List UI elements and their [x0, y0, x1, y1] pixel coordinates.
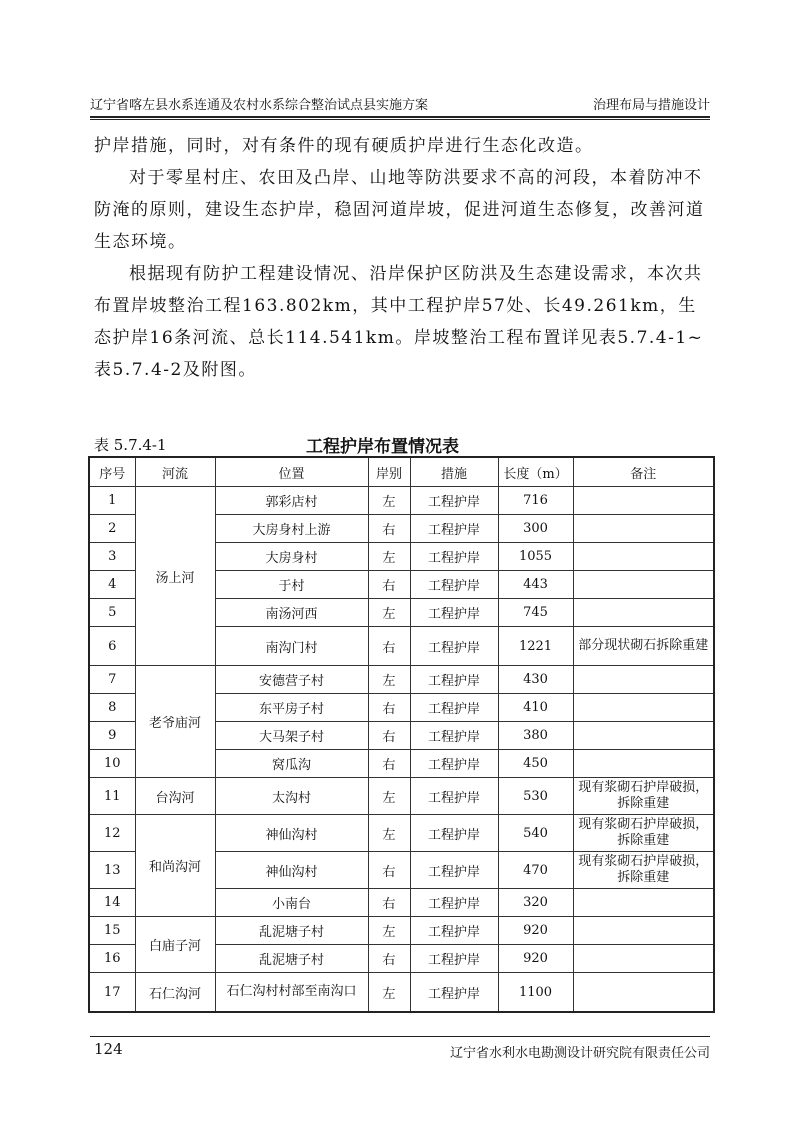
column-header: 序号 — [89, 457, 135, 487]
row-number: 11 — [89, 778, 135, 815]
table-header-row — [89, 457, 714, 487]
remark — [573, 722, 714, 750]
length: 920 — [498, 917, 573, 945]
paragraph-1: 护岸措施，同时，对有条件的现有硬质护岸进行生态化改造。 — [94, 136, 594, 156]
row-number: 10 — [89, 750, 135, 778]
table-row — [89, 973, 714, 1013]
river-name: 石仁沟河 — [135, 973, 215, 1013]
remark — [573, 750, 714, 778]
row-number: 3 — [89, 543, 135, 571]
bank-side: 左 — [368, 487, 410, 515]
location: 石仁沟村村部至南沟口 — [215, 973, 368, 1013]
organization-name: 辽宁省水利水电勘测设计研究院有限责任公司 — [449, 1046, 710, 1061]
bank-side: 左 — [368, 917, 410, 945]
river-name: 白庙子河 — [135, 917, 215, 973]
column-header: 备注 — [573, 457, 714, 487]
measure: 工程护岸 — [410, 750, 498, 778]
location: 神仙沟村 — [215, 815, 368, 852]
row-number: 1 — [89, 487, 135, 515]
measure: 工程护岸 — [410, 543, 498, 571]
column-header: 岸别 — [368, 457, 410, 487]
page-footer — [90, 1040, 710, 1060]
river-name: 台沟河 — [135, 778, 215, 815]
location: 小南台 — [215, 889, 368, 917]
remark — [573, 694, 714, 722]
bank-side: 右 — [368, 627, 410, 666]
header-document-title: 辽宁省喀左县水系连通及农村水系综合整治试点县实施方案 — [90, 98, 429, 113]
location: 大房身村 — [215, 543, 368, 571]
remark — [573, 599, 714, 627]
measure: 工程护岸 — [410, 666, 498, 694]
measure: 工程护岸 — [410, 599, 498, 627]
measure: 工程护岸 — [410, 778, 498, 815]
row-number: 5 — [89, 599, 135, 627]
length: 380 — [498, 722, 573, 750]
river-name: 汤上河 — [135, 487, 215, 666]
footer-rule — [90, 1036, 710, 1037]
row-number: 4 — [89, 571, 135, 599]
remark — [573, 515, 714, 543]
row-number: 7 — [89, 666, 135, 694]
bank-side: 右 — [368, 945, 410, 973]
location: 南沟门村 — [215, 627, 368, 666]
table-title: 工程护岸布置情况表 — [306, 437, 459, 457]
measure: 工程护岸 — [410, 917, 498, 945]
row-number: 12 — [89, 815, 135, 852]
length: 540 — [498, 815, 573, 852]
length: 443 — [498, 571, 573, 599]
table-row — [89, 487, 714, 515]
row-number: 9 — [89, 722, 135, 750]
row-number: 6 — [89, 627, 135, 666]
measure: 工程护岸 — [410, 571, 498, 599]
length: 410 — [498, 694, 573, 722]
river-name: 和尚沟河 — [135, 815, 215, 917]
bank-side: 左 — [368, 778, 410, 815]
location: 太沟村 — [215, 778, 368, 815]
bank-side: 左 — [368, 666, 410, 694]
length: 450 — [498, 750, 573, 778]
length: 920 — [498, 945, 573, 973]
bank-side: 右 — [368, 852, 410, 889]
measure: 工程护岸 — [410, 852, 498, 889]
row-number: 15 — [89, 917, 135, 945]
length: 530 — [498, 778, 573, 815]
river-name: 老爷庙河 — [135, 666, 215, 778]
body-text — [94, 130, 706, 386]
row-number: 14 — [89, 889, 135, 917]
measure: 工程护岸 — [410, 889, 498, 917]
location: 大马架子村 — [215, 722, 368, 750]
column-header: 河流 — [135, 457, 215, 487]
location: 乱泥塘子村 — [215, 917, 368, 945]
length: 300 — [498, 515, 573, 543]
bank-side: 右 — [368, 722, 410, 750]
measure: 工程护岸 — [410, 694, 498, 722]
remark — [573, 666, 714, 694]
table-number: 表 5.7.4-1 — [94, 436, 167, 454]
revetment-table — [88, 456, 715, 1013]
measure: 工程护岸 — [410, 627, 498, 666]
location: 神仙沟村 — [215, 852, 368, 889]
length: 1100 — [498, 973, 573, 1013]
column-header: 措施 — [410, 457, 498, 487]
measure: 工程护岸 — [410, 722, 498, 750]
bank-side: 右 — [368, 694, 410, 722]
location: 大房身村上游 — [215, 515, 368, 543]
location: 于村 — [215, 571, 368, 599]
measure: 工程护岸 — [410, 515, 498, 543]
page-header — [90, 90, 710, 118]
location: 南汤河西 — [215, 599, 368, 627]
remark — [573, 945, 714, 973]
table-row — [89, 778, 714, 815]
length: 430 — [498, 666, 573, 694]
bank-side: 右 — [368, 889, 410, 917]
row-number: 2 — [89, 515, 135, 543]
remark — [573, 571, 714, 599]
header-rule — [90, 119, 710, 120]
measure: 工程护岸 — [410, 487, 498, 515]
bank-side: 右 — [368, 515, 410, 543]
column-header: 位置 — [215, 457, 368, 487]
table-row — [89, 666, 714, 694]
bank-side: 左 — [368, 973, 410, 1013]
remark: 现有浆砌石护岸破损，拆除重建 — [573, 852, 714, 889]
remark — [573, 889, 714, 917]
remark: 现有浆砌石护岸破损，拆除重建 — [573, 815, 714, 852]
bank-side: 右 — [368, 571, 410, 599]
location: 东平房子村 — [215, 694, 368, 722]
measure: 工程护岸 — [410, 945, 498, 973]
bank-side: 左 — [368, 543, 410, 571]
length: 320 — [498, 889, 573, 917]
page-number: 124 — [94, 1040, 123, 1058]
table-row — [89, 815, 714, 852]
row-number: 16 — [89, 945, 135, 973]
bank-side: 左 — [368, 815, 410, 852]
column-header: 长度（m） — [498, 457, 573, 487]
paragraph-3: 根据现有防护工程建设情况、沿岸保护区防洪及生态建设需求，本次共布置岸坡整治工程163.802km，其中工程护岸57处、长49.261km，生态护岸16条河流、总长114.541km。岸坡整治工程布置详见表5.7.4-1~表5.7.4-2及附图。 — [94, 264, 704, 380]
paragraph-2: 对于零星村庄、农田及凸岸、山地等防洪要求不高的河段，本着防冲不防淹的原则，建设生态护岸，稳固河道岸坡，促进河道生态修复，改善河道生态环境。 — [94, 168, 705, 252]
length: 745 — [498, 599, 573, 627]
row-number: 17 — [89, 973, 135, 1013]
length: 470 — [498, 852, 573, 889]
header-section-title: 治理布局与措施设计 — [592, 98, 710, 113]
measure: 工程护岸 — [410, 973, 498, 1013]
location: 安德营子村 — [215, 666, 368, 694]
table-caption — [94, 432, 706, 456]
remark — [573, 973, 714, 1013]
bank-side: 右 — [368, 750, 410, 778]
location: 窝瓜沟 — [215, 750, 368, 778]
measure: 工程护岸 — [410, 815, 498, 852]
remark: 现有浆砌石护岸破损，拆除重建 — [573, 778, 714, 815]
table-row — [89, 917, 714, 945]
remark — [573, 917, 714, 945]
length: 1055 — [498, 543, 573, 571]
row-number: 13 — [89, 852, 135, 889]
length: 1221 — [498, 627, 573, 666]
bank-side: 左 — [368, 599, 410, 627]
length: 716 — [498, 487, 573, 515]
remark — [573, 487, 714, 515]
location: 乱泥塘子村 — [215, 945, 368, 973]
remark — [573, 543, 714, 571]
row-number: 8 — [89, 694, 135, 722]
location: 郭彩店村 — [215, 487, 368, 515]
remark: 部分现状砌石拆除重建 — [573, 627, 714, 666]
